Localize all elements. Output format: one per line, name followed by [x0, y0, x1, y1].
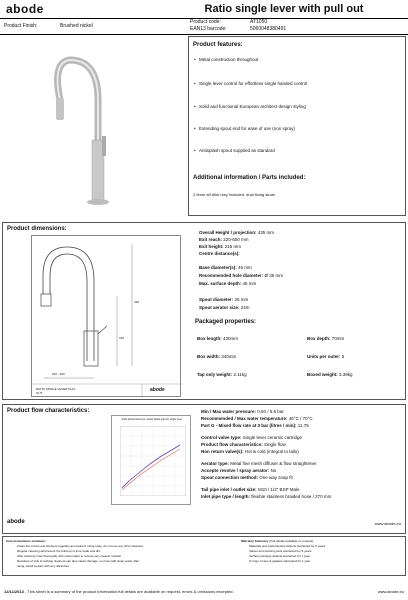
footer-disclaimer: 12/11/2013 - This sheet is a summary of the product information full details are available on request, errors & omissions excepted.: [4, 589, 234, 594]
care-warranty-box: [2, 536, 406, 576]
dim-reach-label: 220 - 600: [52, 372, 65, 376]
drawing-note: RATIO SINGLE LEVER PULL OUT: [36, 387, 76, 395]
product-code-value: AT1050: [250, 19, 268, 25]
additional-heading: Additional information / Parts included:: [193, 175, 306, 181]
pkg-box-depth: Box depth: 70mm: [307, 336, 345, 341]
care-line: using, avoid contact with any abrasives: [17, 564, 70, 568]
spec-overall-height: Overall Height / projection: 435 mm: [199, 230, 275, 235]
care-line: After cleaning rinse thoroughly with clean water to remove any cleaner residue: [17, 554, 122, 558]
pkg-box-width: Box width: 340mm: [197, 354, 237, 359]
flow-chart-title: Flow performance for model: Ratio pull out single lever: [121, 418, 183, 421]
spec-base-diameter: Base diameter(s): 45 mm: [199, 265, 252, 270]
flow-spec-tail-pipe: Tail pipe inlet / outlet size: M10 / 1/2" BSP Male: [201, 487, 300, 492]
care-line: Residues of sink & worktop cleaners can also cause damage, so rinse with clean water after: [17, 559, 140, 563]
care-line: Regular cleaning will prevent the build up of lime scale and dirt.: [17, 549, 101, 553]
flow-spec-inlet-pipe: Inlet pipe type / length: flexible stainless braided hose / 270 mm: [201, 494, 332, 499]
dimensions-box: [2, 222, 406, 400]
additional-text: 2.5mm a/f Allen key included, dual fixing studs: [193, 192, 275, 197]
warranty-line: Surface warranty defects warranted for 1 year: [249, 554, 310, 558]
technical-drawing: [31, 235, 181, 397]
brand-logo: abode: [6, 2, 44, 16]
care-heading: Care instructions summary:: [6, 539, 46, 543]
flow-spec-pressure: Min / Max water pressure: 0.50 / 5.5 bar: [201, 409, 284, 414]
flow-heading: Product flow characteristics:: [7, 408, 90, 414]
care-line: Clean the mixers and showers regularly as required, using soap, do not use any other cleaners.: [17, 544, 144, 548]
pkg-boxed-weight: Boxed weight: 3.39kg: [307, 372, 353, 377]
packaged-heading: Packaged properties:: [195, 319, 257, 325]
flow-spec-flow-rate: Part G - Mixed flow rate at 3 bar (litres / min): 11.75: [201, 423, 309, 428]
spec-hole-diameter: Recommended hole diameter: Ø 35 mm: [199, 273, 284, 278]
footer-url: www.abode.eu: [377, 589, 404, 594]
spec-aerator-size: Spout aerator size: 24m: [199, 305, 250, 310]
features-heading: Product features:: [193, 42, 243, 48]
spec-spout-diameter: Spout diameter: 26 mm: [199, 297, 249, 302]
flow-footer-url: www.abode.eu: [374, 521, 401, 526]
flow-footer-logo: abode: [7, 519, 25, 525]
flow-spec-characteristics: Product flow characteristics: Single flow: [201, 442, 286, 447]
flow-spec-aerator: Aerator type: Metal fine mesh diffuser & flow straightener: [201, 461, 317, 466]
ean-label: EAN13 barcode:: [190, 26, 227, 32]
spec-centre-distance: Centre distance(s):: [199, 251, 240, 256]
flow-box: [2, 404, 406, 534]
warranty-line: Valves and working parts warranted for 5 years: [249, 549, 312, 553]
flow-chart: [111, 415, 191, 505]
spec-exit-height: Exit height: 215 mm: [199, 244, 242, 249]
dimensions-heading: Product dimensions:: [7, 226, 67, 232]
feature-item: • Solid and functional European architect design styling: [199, 104, 306, 109]
flow-spec-valve-type: Control valve type: Single lever ceramic cartridge: [201, 435, 303, 440]
warranty-line: Materials and workmanship defects warranted for 5 years: [249, 544, 326, 548]
ean-value: 5060048380491: [250, 26, 287, 32]
flow-spec-temperature: Recommended / Max water temperature: 46°C / 70°C: [201, 416, 313, 421]
spec-surface-depth: Max. surface depth: 45 mm: [199, 281, 257, 286]
pkg-box-length: Box length: 430mm: [197, 336, 239, 341]
meta-divider: [0, 34, 408, 35]
drawing-logo: abode: [150, 387, 165, 393]
product-image: [40, 40, 160, 210]
flow-spec-non-return: Non return valve(s): Hot & cold (integral to tails): [201, 449, 299, 454]
warranty-heading-row: Warranty Summary (Full details available on request): [241, 539, 314, 543]
flow-spec-spout-connection: Spout connection method: One way snap fit: [201, 475, 293, 480]
features-box: [188, 36, 406, 216]
finish-label: Product Finish:: [4, 23, 38, 29]
product-code-label: Product code:: [190, 19, 221, 25]
warranty-line: O-rings, hoses & gaskets warranted for 1 year: [249, 559, 311, 563]
page-title: Ratio single lever with pull out: [204, 3, 364, 15]
feature-item: • Extending spout end for ease of use (non spray): [199, 126, 295, 131]
spec-exit-reach: Exit reach: 220-600 mm: [199, 237, 249, 242]
pkg-tap-weight: Tap only weight: 2.11kg: [197, 372, 247, 377]
dim-height-label: 435: [134, 300, 140, 304]
finish-value: Brushed nickel: [60, 23, 93, 29]
feature-item: • Single lever control for effortless single handed control: [199, 81, 307, 86]
dim-exit-height-label: 315: [119, 336, 125, 340]
flow-spec-revolve: Accepts revolve / spray aerator: No: [201, 468, 277, 473]
feature-item: • Metal construction throughout: [199, 57, 258, 62]
feature-item: • Antisplash spout supplied as standard: [199, 148, 275, 153]
pkg-units-per-outer: Units per outer: 5: [307, 354, 345, 359]
